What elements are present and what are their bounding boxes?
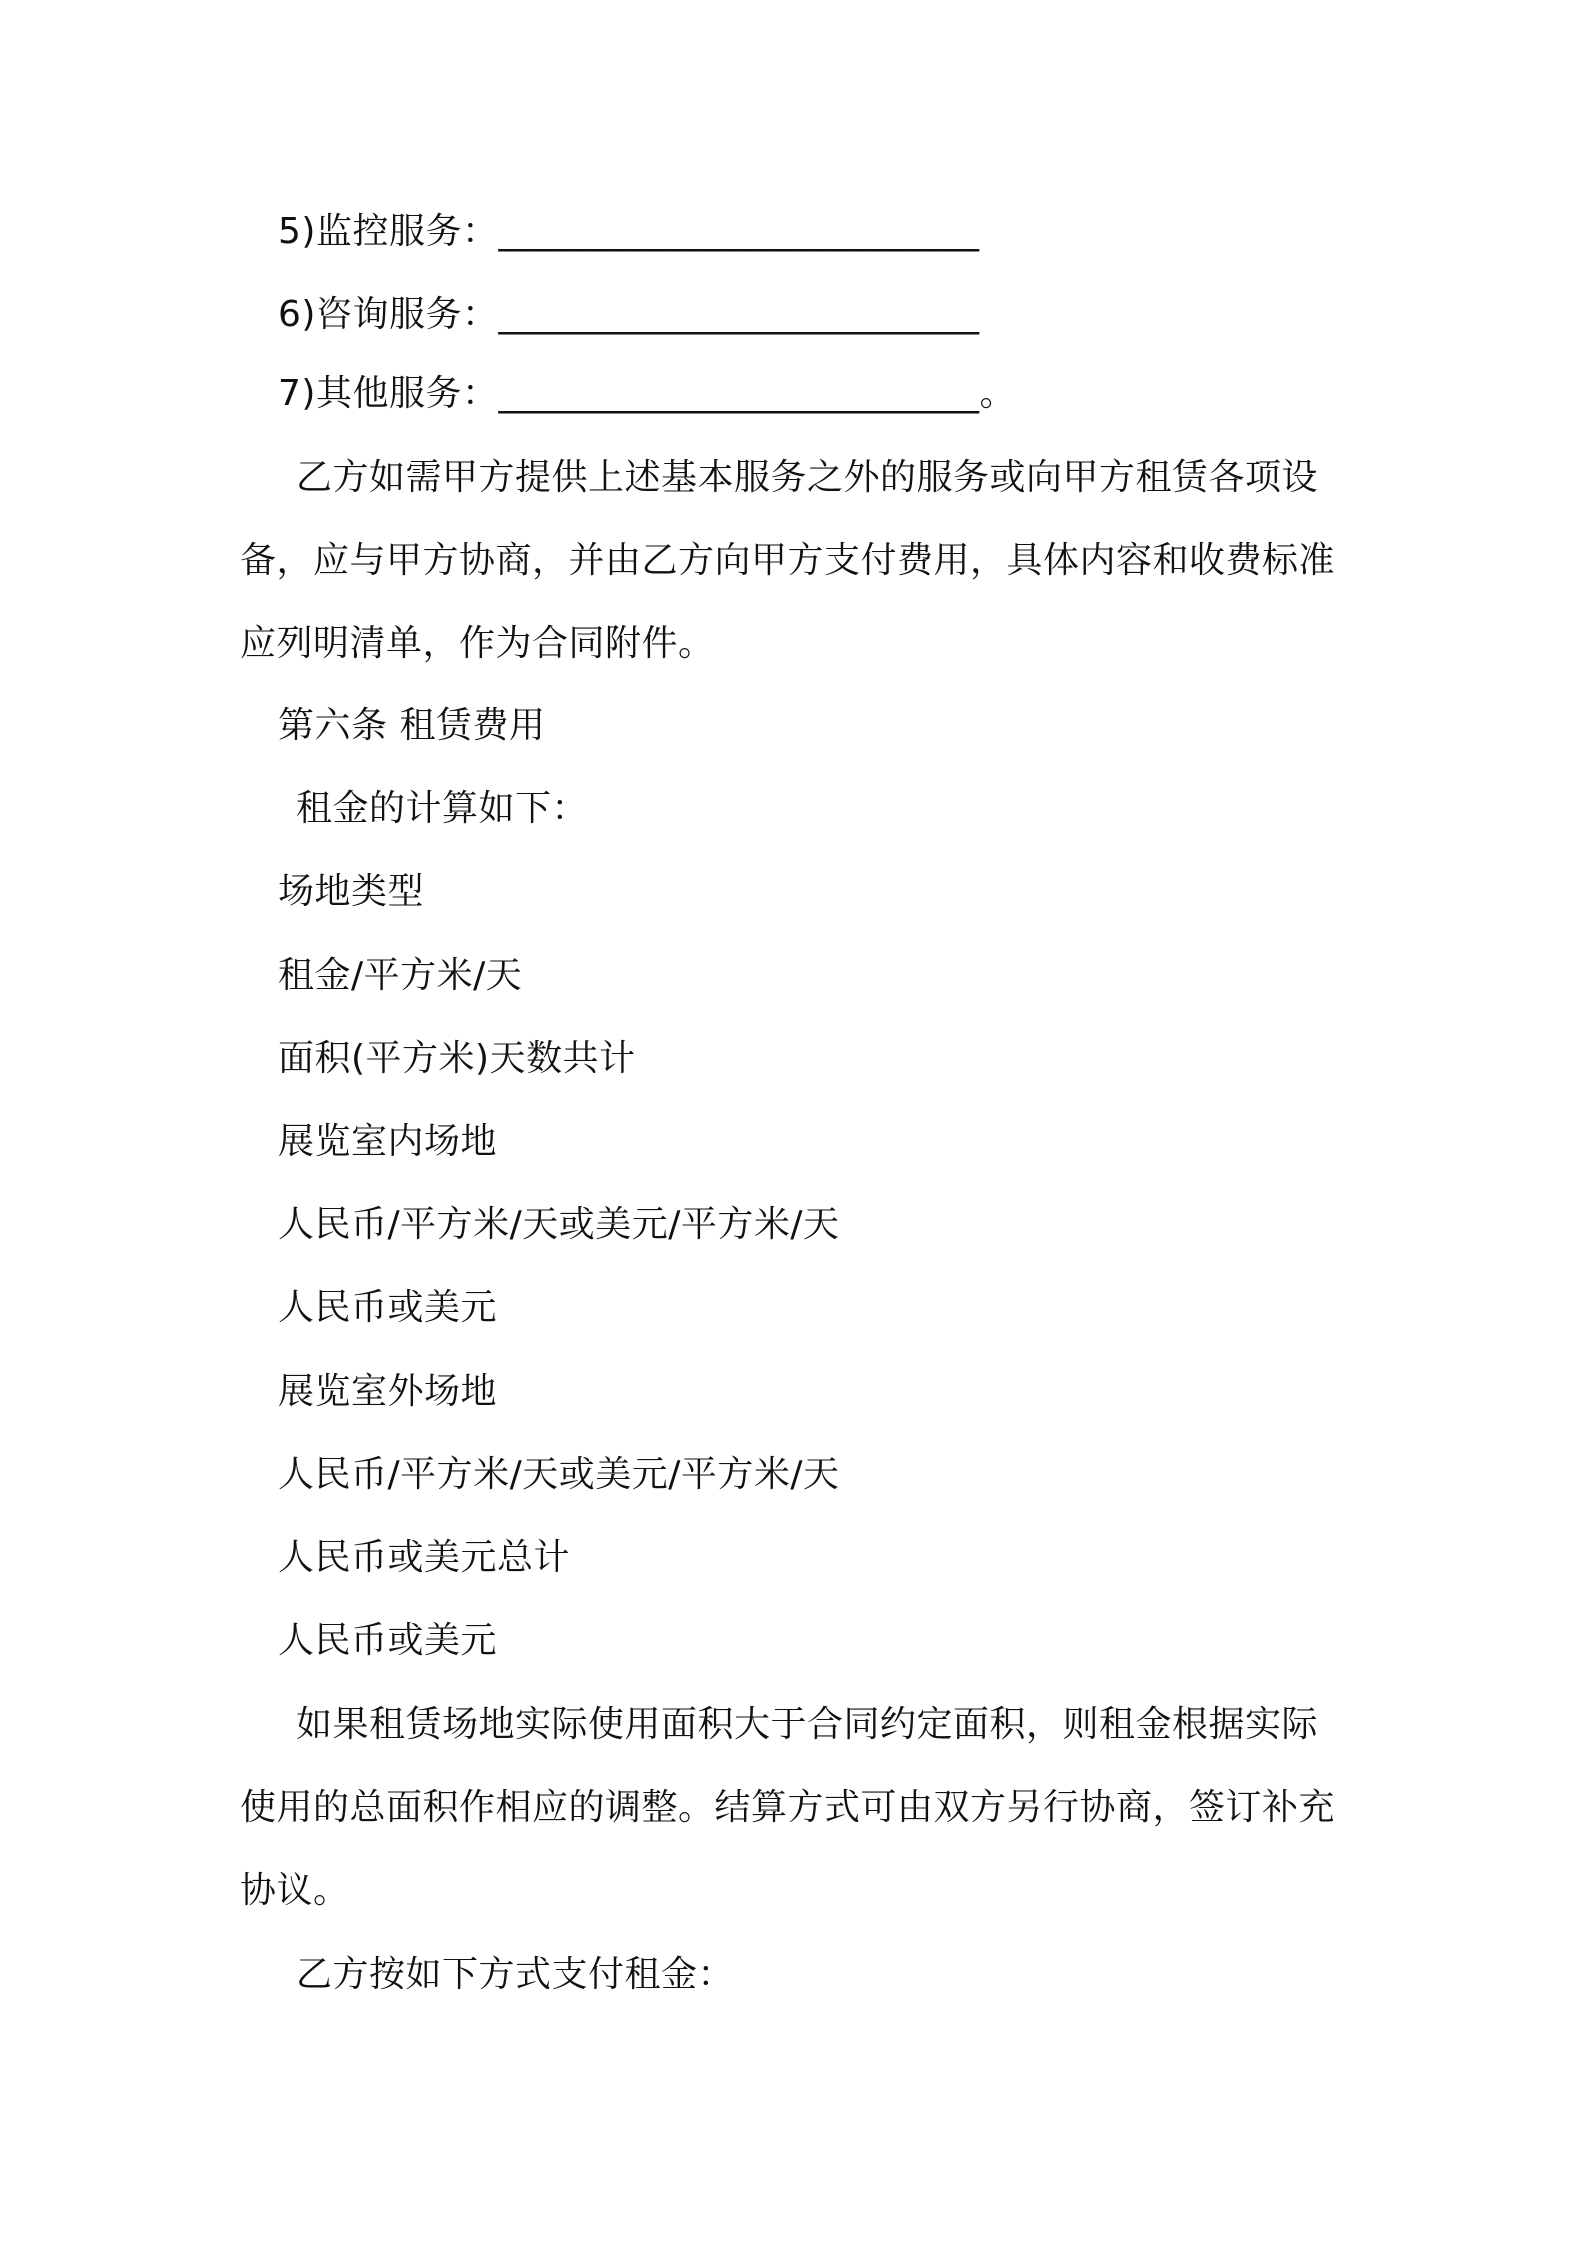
article-6-heading: 第六条 租赁费用 [278, 705, 546, 746]
rent-table-line: 场地类型 [278, 871, 425, 912]
service-item-consulting: 6)咨询服务：__________________________ [278, 294, 980, 335]
paragraph-1-line: 应列明清单，作为合同附件。 [240, 623, 715, 664]
service-item-other: 7)其他服务：__________________________。 [278, 373, 1016, 414]
rent-intro: 租金的计算如下： [296, 788, 589, 829]
service-item-monitoring: 5)监控服务：__________________________ [278, 211, 980, 252]
paragraph-1-line: 备，应与甲方协商，并由乙方向甲方支付费用，具体内容和收费标准 [240, 540, 1336, 581]
rent-table-line: 展览室外场地 [278, 1371, 498, 1412]
rent-table-line: 面积(平方米)天数共计 [278, 1038, 636, 1079]
paragraph-1-line: 乙方如需甲方提供上述基本服务之外的服务或向甲方租赁各项设 [296, 457, 1319, 498]
paragraph-2-line: 如果租赁场地实际使用面积大于合同约定面积，则租金根据实际 [296, 1704, 1319, 1745]
rent-table-line: 展览室内场地 [278, 1121, 498, 1162]
paragraph-2-line: 协议。 [240, 1870, 350, 1911]
payment-intro: 乙方按如下方式支付租金： [296, 1954, 735, 1995]
rent-table-line: 人民币/平方米/天或美元/平方米/天 [278, 1204, 840, 1245]
rent-table-line: 人民币或美元 [278, 1620, 498, 1661]
rent-table-line: 人民币或美元 [278, 1287, 498, 1328]
paragraph-2-line: 使用的总面积作相应的调整。结算方式可由双方另行协商，签订补充 [240, 1787, 1336, 1828]
rent-table-line: 租金/平方米/天 [278, 955, 523, 996]
rent-table-line: 人民币/平方米/天或美元/平方米/天 [278, 1454, 840, 1495]
rent-table-line: 人民币或美元总计 [278, 1537, 571, 1578]
